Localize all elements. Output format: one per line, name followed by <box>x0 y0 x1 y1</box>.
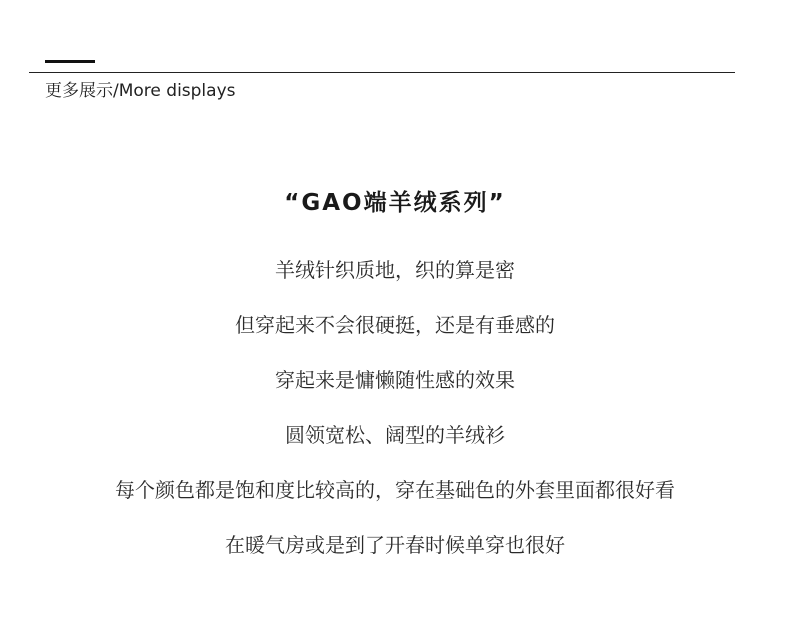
header-accent-bar <box>45 60 95 63</box>
description-lines <box>0 255 790 585</box>
description-line: 羊绒针织质地，织的算是密 <box>275 258 515 282</box>
description-line: 在暖气房或是到了开春时候单穿也很好 <box>225 533 565 557</box>
description-line: 圆领宽松、阔型的羊绒衫 <box>285 423 505 447</box>
description-line: 每个颜色都是饱和度比较高的，穿在基础色的外套里面都很好看 <box>115 478 675 502</box>
description-line: 穿起来是慵懒随性感的效果 <box>275 368 515 392</box>
product-series-title: “GAO端羊绒系列” <box>284 190 506 216</box>
header-divider <box>29 72 735 73</box>
section-label: 更多展示/More displays <box>45 81 236 101</box>
description-line: 但穿起来不会很硬挺，还是有垂感的 <box>235 313 555 337</box>
